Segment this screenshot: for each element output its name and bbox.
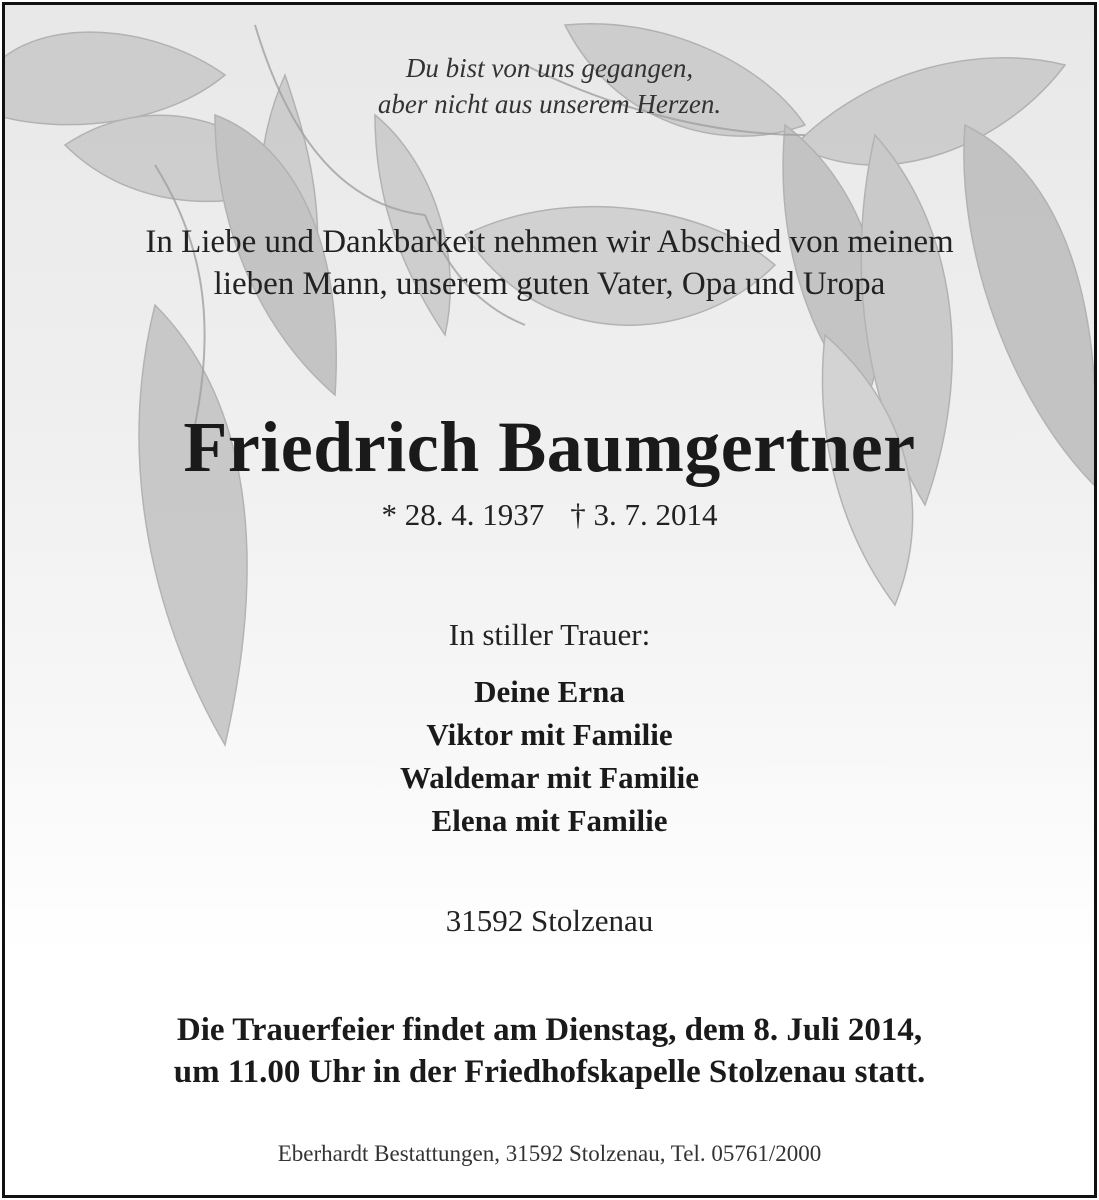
mourner-name: Elena mit Familie: [431, 803, 668, 838]
ceremony-info: [5, 1009, 1094, 1093]
mourning-heading: In stiller Trauer:: [448, 617, 651, 652]
obituary-notice: [2, 2, 1097, 1198]
ceremony-line-1: Die Trauerfeier findet am Dienstag, dem 8. Juli 2014,: [176, 1012, 923, 1048]
mourner-name: Waldemar mit Familie: [399, 760, 700, 795]
mourner-name: Deine Erna: [474, 674, 625, 709]
motto: [5, 50, 1094, 122]
intro-line-1: In Liebe und Dankbarkeit nehmen wir Abschied von meinem: [145, 224, 954, 260]
undertaker-info: Eberhardt Bestattungen, 31592 Stolzenau, Tel. 05761/2000: [277, 1141, 822, 1166]
deceased-name: Friedrich Baumgertner: [183, 407, 916, 487]
mourner-name: Viktor mit Familie: [426, 717, 673, 752]
death-date: † 3. 7. 2014: [570, 497, 718, 532]
life-dates: [5, 495, 1094, 535]
place: 31592 Stolzenau: [445, 903, 654, 938]
motto-line-1: Du bist von uns gegangen,: [405, 53, 694, 83]
ceremony-line-2: um 11.00 Uhr in der Friedhofskapelle Stolzenau statt.: [173, 1054, 926, 1090]
birth-date: * 28. 4. 1937: [381, 497, 545, 532]
motto-line-2: aber nicht aus unserem Herzen.: [377, 89, 722, 119]
mourners-list: [5, 670, 1094, 842]
intro-text: [5, 221, 1094, 305]
intro-line-2: lieben Mann, unserem guten Vater, Opa und Uropa: [213, 266, 886, 302]
